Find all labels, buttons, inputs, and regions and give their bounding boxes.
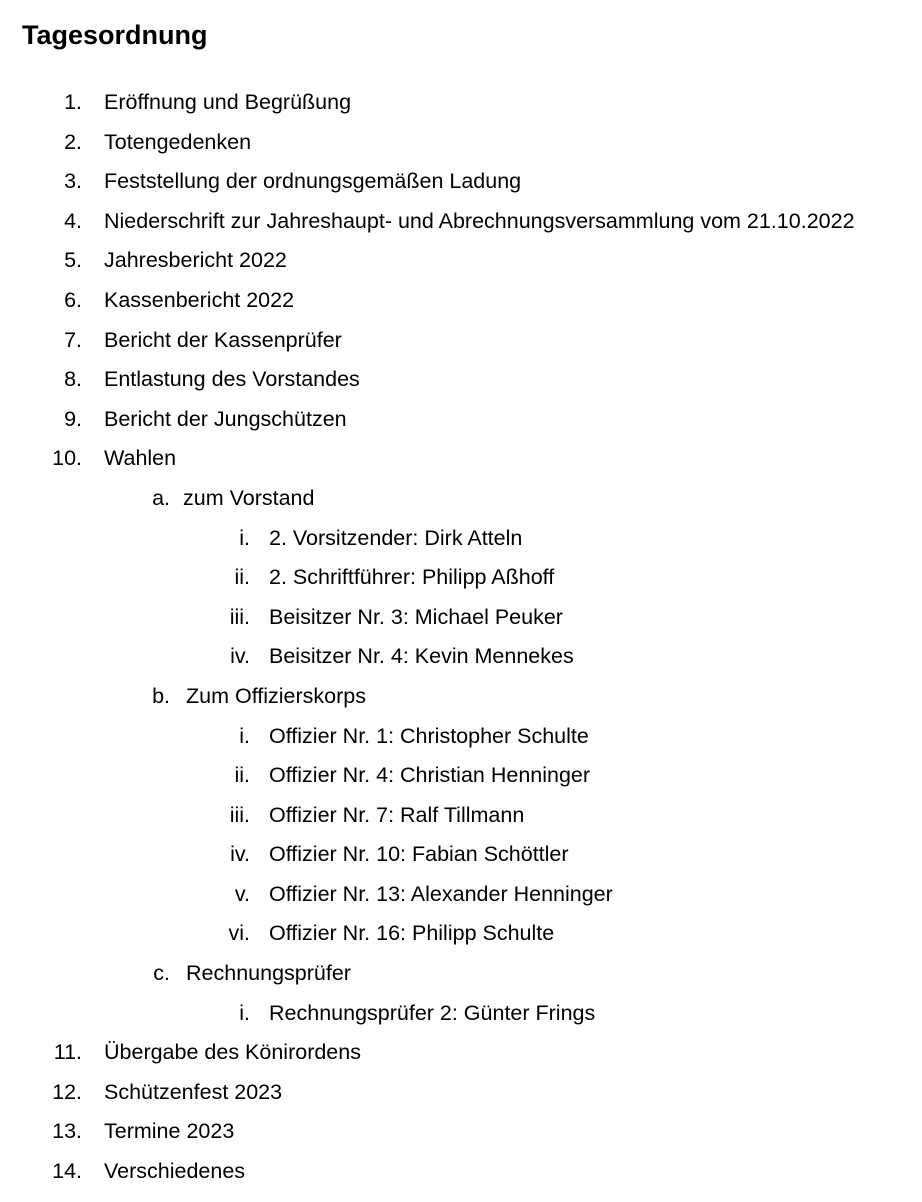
agenda-item bbox=[0, 1152, 922, 1192]
item-text: Kassenbericht 2022 bbox=[104, 287, 295, 312]
item-number: 9. bbox=[64, 406, 82, 431]
item-number: 6. bbox=[64, 287, 82, 312]
agenda-subsubitem bbox=[0, 637, 922, 677]
subitem-letter: a. bbox=[152, 485, 170, 510]
agenda-subsubitem bbox=[0, 875, 922, 915]
subsubitem-numeral: i. bbox=[239, 723, 250, 748]
item-text: Schützenfest 2023 bbox=[104, 1079, 283, 1104]
subsubitem-text: Beisitzer Nr. 4: Kevin Mennekes bbox=[269, 644, 574, 669]
agenda-subitem bbox=[0, 479, 922, 519]
subsubitem-text: Offizier Nr. 13: Alexander Henninger bbox=[269, 881, 613, 906]
subsubitem-numeral: iii. bbox=[229, 604, 250, 629]
subitem-text: Zum Offizierskorps bbox=[186, 683, 366, 708]
item-number: 11. bbox=[53, 1040, 82, 1065]
agenda-subsubitem bbox=[0, 756, 922, 796]
agenda-subsubitem bbox=[0, 835, 922, 875]
subsubitem-text: Offizier Nr. 1: Christopher Schulte bbox=[269, 723, 589, 748]
agenda-item bbox=[0, 1112, 922, 1152]
subsubitem-text: Offizier Nr. 10: Fabian Schöttler bbox=[269, 842, 569, 867]
item-text: Eröffnung und Begrüßung bbox=[104, 90, 352, 114]
item-number: 7. bbox=[64, 327, 82, 352]
subsubitem-numeral: ii. bbox=[234, 763, 250, 788]
agenda-item bbox=[0, 83, 922, 123]
item-number: 12. bbox=[52, 1079, 82, 1104]
subsubitem-text: Offizier Nr. 16: Philipp Schulte bbox=[269, 921, 555, 946]
agenda-subsubitem bbox=[0, 598, 922, 638]
agenda-item bbox=[0, 162, 922, 202]
item-text: Verschiedenes bbox=[104, 1159, 246, 1184]
subsubitem-numeral: vi. bbox=[228, 921, 250, 946]
subsubitem-numeral: v. bbox=[234, 881, 250, 906]
subsubitem-numeral: iii. bbox=[229, 802, 250, 827]
item-number: 14. bbox=[52, 1159, 82, 1184]
agenda-item bbox=[0, 202, 922, 242]
item-text: Totengedenken bbox=[104, 129, 252, 154]
subitem-text: zum Vorstand bbox=[183, 485, 315, 510]
agenda-subsubitem bbox=[0, 717, 922, 757]
item-number: 4. bbox=[64, 208, 82, 233]
agenda-subitem bbox=[0, 677, 922, 717]
agenda-item bbox=[0, 1073, 922, 1113]
agenda-item bbox=[0, 241, 922, 281]
agenda-subsubitem bbox=[0, 558, 922, 598]
item-number: 2. bbox=[64, 129, 82, 154]
item-number: 8. bbox=[64, 367, 82, 392]
subitem-letter: b. bbox=[152, 683, 170, 708]
item-text: Termine 2023 bbox=[104, 1119, 235, 1144]
item-text: Übergabe des Könirordens bbox=[104, 1040, 361, 1065]
subitem-text: Rechnungsprüfer bbox=[186, 961, 351, 986]
subsubitem-numeral: ii. bbox=[234, 565, 250, 590]
agenda-item bbox=[0, 360, 922, 400]
subsubitem-text: Offizier Nr. 7: Ralf Tillmann bbox=[269, 802, 525, 827]
subsubitem-numeral: iv. bbox=[230, 644, 250, 669]
subsubitem-text: 2. Schriftführer: Philipp Aßhoff bbox=[269, 565, 555, 590]
agenda-item bbox=[0, 321, 922, 361]
item-number: 3. bbox=[64, 169, 82, 194]
agenda-list bbox=[0, 83, 922, 1192]
agenda-subitem bbox=[0, 954, 922, 994]
item-text: Wahlen bbox=[104, 446, 177, 471]
item-number: 1. bbox=[64, 90, 82, 114]
item-text: Niederschrift zur Jahreshaupt- und Abrechnungsversammlung vom 21.10.2022 bbox=[104, 208, 855, 233]
subsubitem-text: Rechnungsprüfer 2: Günter Frings bbox=[269, 1000, 596, 1025]
item-text: Jahresbericht 2022 bbox=[104, 248, 287, 273]
agenda-item bbox=[0, 1033, 922, 1073]
subsubitem-text: Offizier Nr. 4: Christian Henninger bbox=[269, 763, 591, 788]
subitem-letter: c. bbox=[153, 961, 170, 986]
agenda-subsubitem bbox=[0, 914, 922, 954]
item-text: Entlastung des Vorstandes bbox=[104, 367, 360, 392]
agenda-subsubitem bbox=[0, 994, 922, 1034]
agenda-subsubitem bbox=[0, 796, 922, 836]
item-number: 13. bbox=[52, 1119, 82, 1144]
item-text: Bericht der Kassenprüfer bbox=[104, 327, 342, 352]
item-text: Feststellung der ordnungsgemäßen Ladung bbox=[104, 169, 522, 194]
subsubitem-numeral: iv. bbox=[230, 842, 250, 867]
subsubitem-numeral: i. bbox=[239, 525, 250, 550]
item-number: 5. bbox=[64, 248, 82, 273]
agenda-item bbox=[0, 400, 922, 440]
agenda-item bbox=[0, 123, 922, 163]
subsubitem-numeral: i. bbox=[239, 1000, 250, 1025]
agenda-subsubitem bbox=[0, 519, 922, 559]
agenda-item bbox=[0, 439, 922, 479]
subsubitem-text: 2. Vorsitzender: Dirk Atteln bbox=[269, 525, 523, 550]
subsubitem-text: Beisitzer Nr. 3: Michael Peuker bbox=[269, 604, 563, 629]
agenda-item bbox=[0, 281, 922, 321]
page-title: Tagesordnung bbox=[22, 20, 208, 50]
item-text: Bericht der Jungschützen bbox=[104, 406, 347, 431]
item-number: 10. bbox=[52, 446, 82, 471]
